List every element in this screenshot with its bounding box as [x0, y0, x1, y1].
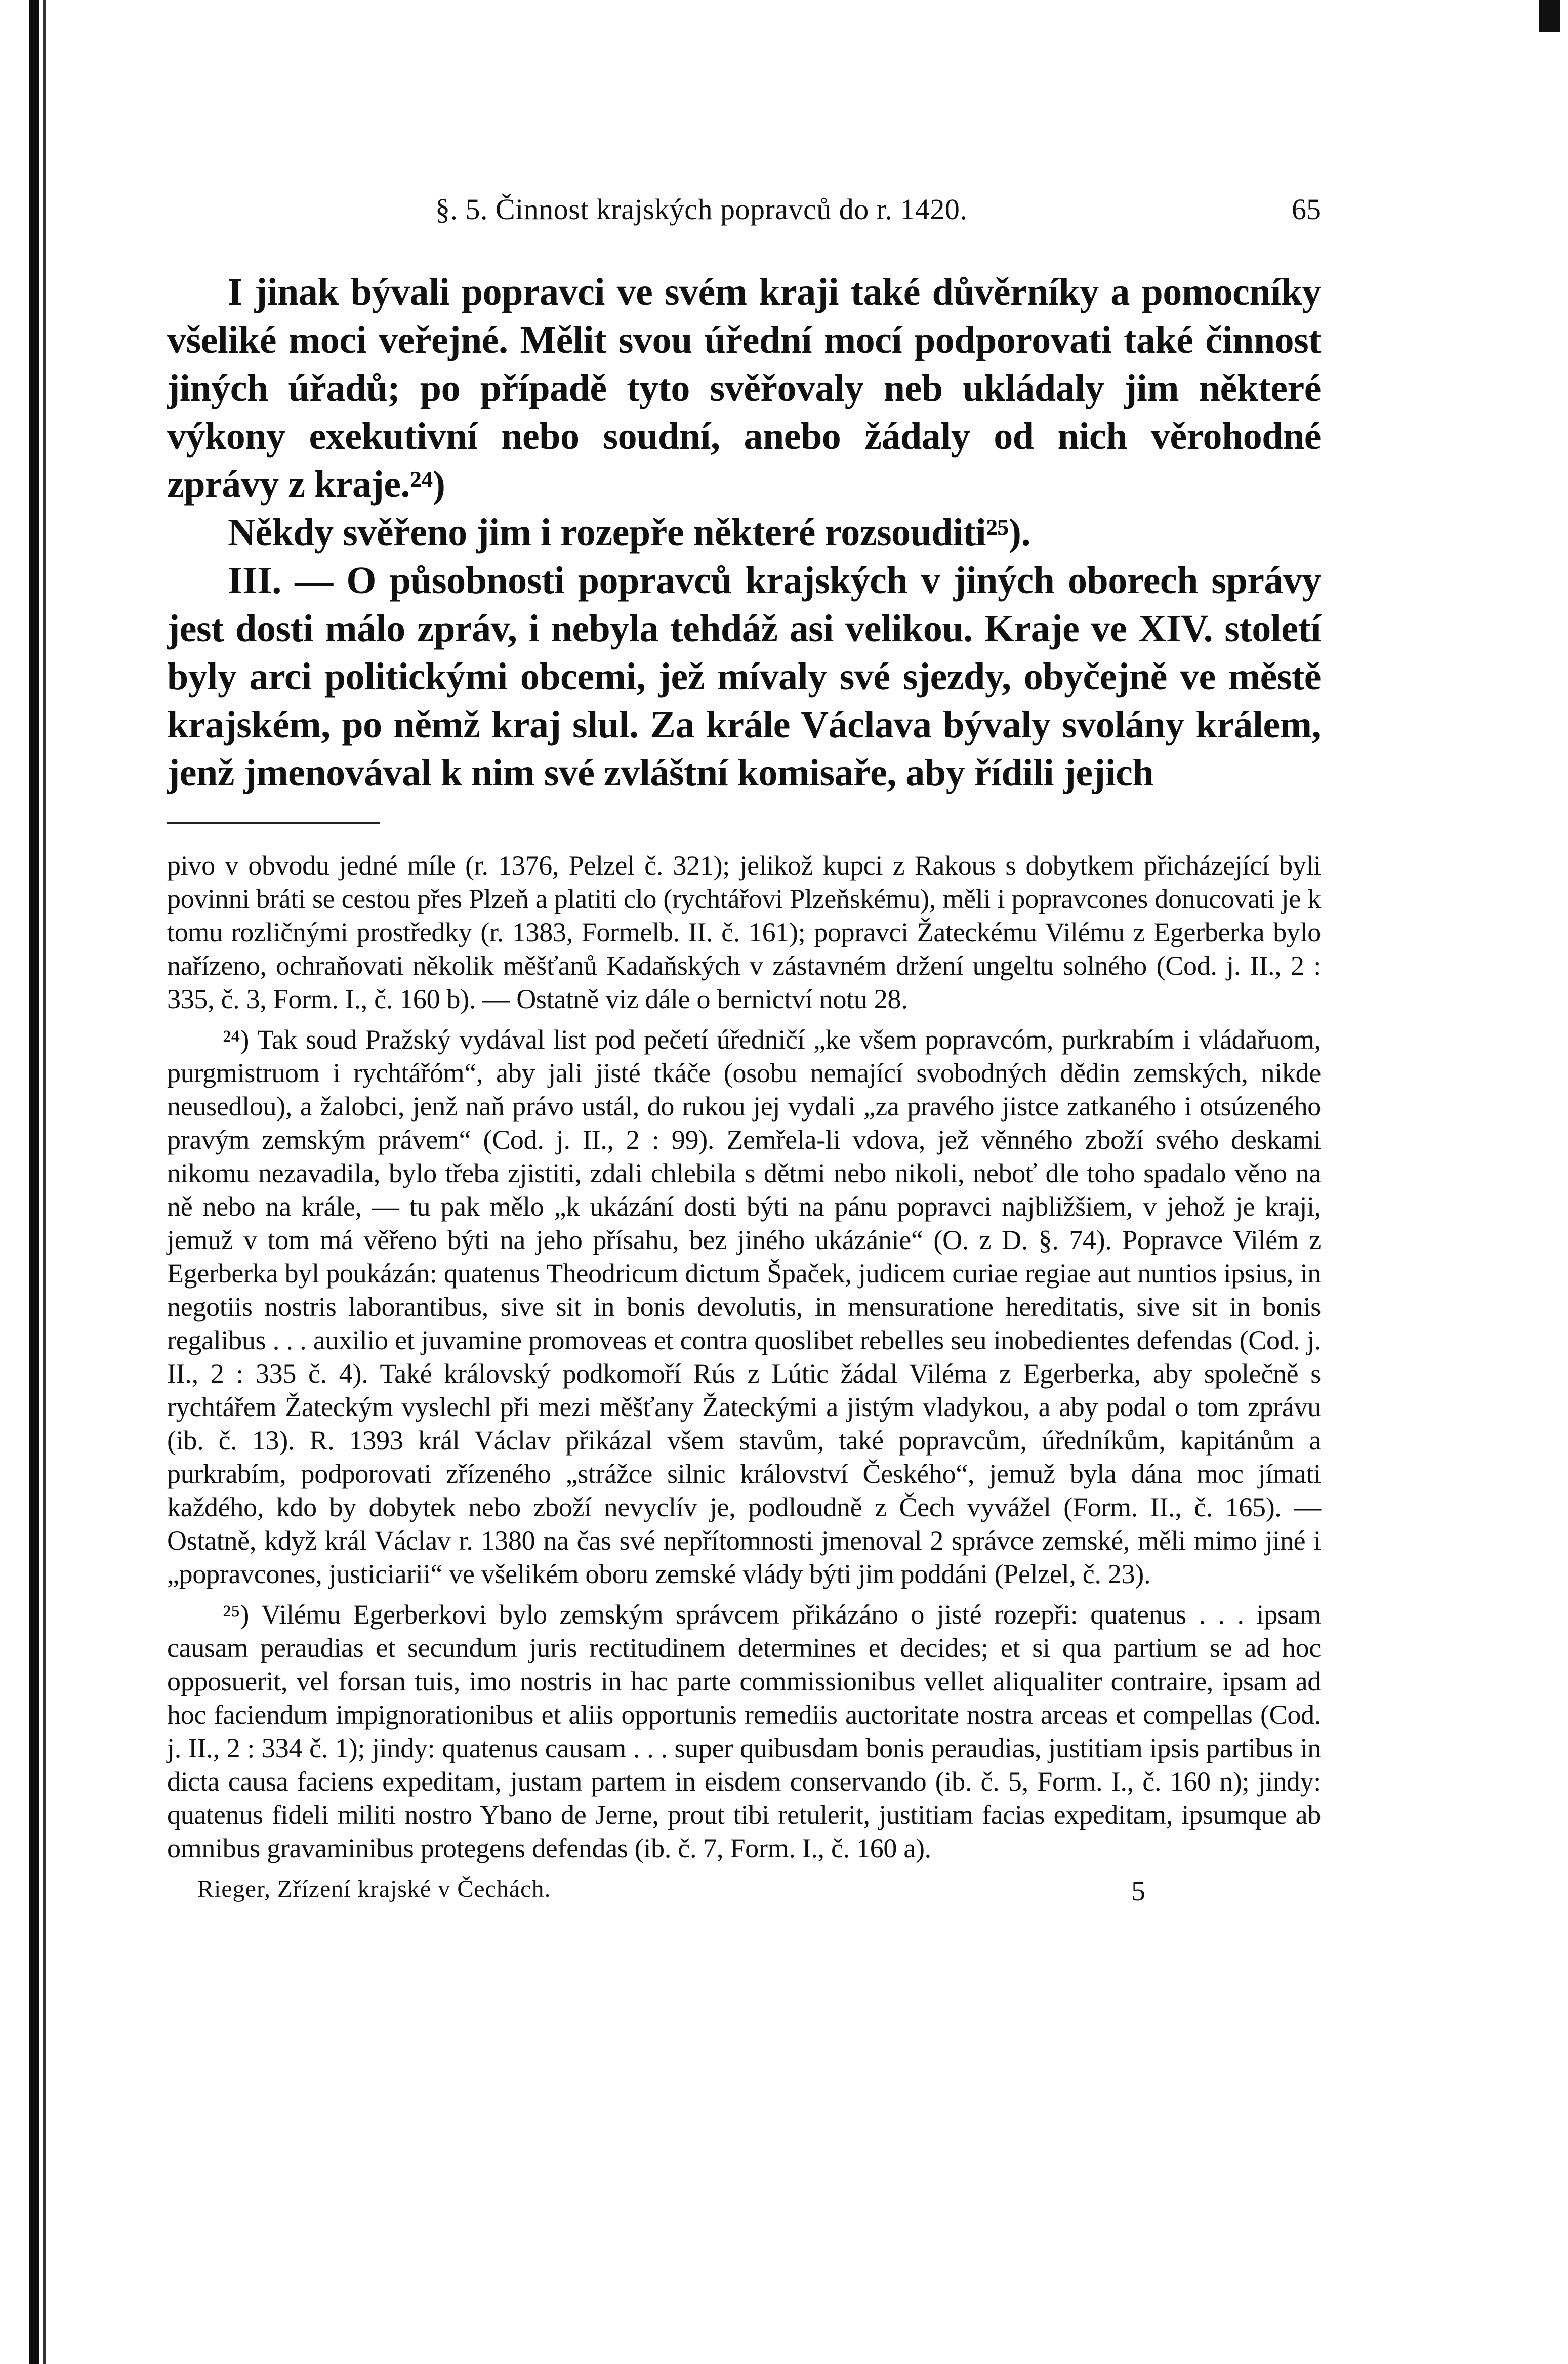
signature-text: Rieger, Zřízení krajské v Čechách.: [197, 1876, 551, 1902]
main-paragraph-1: I jinak bývali popravci ve svém kraji také důvěrníky a pomocníky všeliké moci veřejné. Mělit svou úřední mocí podporovati také činnost jiných úřadů; po případě tyto svěřovaly neb ukládaly jim některé výkony exekutivní nebo soudní, anebo žádaly od nich věrohodné zprávy z kraje.²⁴): [167, 271, 1321, 506]
footnotes: [167, 849, 1321, 1865]
signature-line: [167, 1875, 1321, 1911]
footnote-24: ²⁴) Tak soud Pražský vydával list pod pečetí úředničí „ke všem popravcóm, purkrabím i vládařuom, purgmistruom i rychtářóm“, aby jali jisté tkáče (osobu nemající svobodných dědin zemských, nikde neusedlou), a žalobci, jenž naň právo ustál, do rukou jej vydali „za pravého jistce zatkaného i otsúzeného pravým zemským právem“ (Cod. j. II., 2 : 99). Zemřela-li vdova, jež věnného zboží svého deskami nikomu nezavadila, bylo třeba zjistiti, zdali chlebila s dětmi nebo nikoli, neboť dle toho spadalo věno na ně nebo na krále, — tu pak mělo „k ukázání dosti býti na pánu popravci najbližšiem, v jehož je kraji, jemuž v tom má věřeno býti na jeho přísahu, bez jiného ukázánie“ (O. z D. §. 74). Popravce Vilém z Egerberka byl poukázán: quatenus Theodricum dictum Špaček, judicem curiae regiae aut nuntios ipsius, in negotiis nostris laborantibus, sive sit in bonis devolutis, in mensuratione hereditatis, sive sit in bonis regalibus . . . auxilio et juvamine promoveas et contra quoslibet rebelles seu inobedientes defendas (Cod. j. II., 2 : 335 č. 4). Také královský podkomoří Rús z Lútic žádal Viléma z Egerberka, aby společně s rychtářem Žateckým vyslechl při mezi měšťany Žateckými a jistým vladykou, a aby podal o tom zprávu (ib. č. 13). R. 1393 král Václav přikázal všem stavům, také popravcům, úředníkům, kapitánům a purkrabím, podporovati zřízeného „strážce silnic království Českého“, jemuž byla dána moc jímati každého, kdo by dobytek nebo zboží nevyclív je, podloudně z Čech vyvážel (Form. II., č. 165). — Ostatně, když král Václav r. 1380 na čas své nepřítomnosti jmenoval 2 správce zemské, měli mimo jiné i „popravcones, justiciarii“ ve všelikém oboru zemské vlády býti jim poddáni (Pelzel, č. 23).: [167, 1024, 1321, 1589]
scan-corner-mark: [1539, 0, 1560, 32]
footnote-rule: [167, 822, 380, 824]
footnote-25: ²⁵) Vilému Egerberkovi bylo zemským správcem přikázáno o jisté rozepři: quatenus . . . ipsam causam peraudias et secundum juris rectitudinem determines et decides; et si qua partium se ad hoc opposuerit, vel forsan tuis, imo nostris in hac parte commissionibus vellet aliqualiter contraire, ipsam ad hoc faciendum impignorationibus et aliis opportunis remediis auctoritate nostra arceas et compellas (Cod. j. II., 2 : 334 č. 1); jindy: quatenus causam . . . super quibusdam bonis peraudias, justitiam ipsis partibus in dicta causa faciens expeditam, justam partem in eisdem conservando (ib. č. 5, Form. I., č. 160 n); jindy: quatenus fideli militi nostro Ybano de Jerne, prout tibi retulerit, justitiam facias expeditam, ipsumque ab omnibus gravaminibus protegens defendas (ib. č. 7, Form. I., č. 160 a).: [167, 1599, 1321, 1863]
main-text: [167, 268, 1321, 797]
scan-page-edge: [29, 0, 39, 2364]
main-paragraph-3: III. — O působnosti popravců krajských v jiných oborech správy jest dosti málo zpráv, i nebyla tehdáž asi velikou. Kraje ve XIV. století byly arci politickými obcemi, jež mívaly své sjezdy, obyčejně ve městě krajském, po němž kraj slul. Za krále Václava bývaly svolány králem, jenž jmenovával k nim své zvláštní komisaře, aby řídili jejich: [167, 559, 1321, 794]
running-head: [167, 192, 1321, 248]
signature-number: 5: [1131, 1876, 1145, 1907]
book-page: [167, 192, 1321, 1911]
scan-page-edge-inner: [43, 0, 46, 2364]
footnote-continuation: pivo v obvodu jedné míle (r. 1376, Pelzel č. 321); jelikož kupci z Rakous s dobytkem přicházející byli povinni bráti se cestou přes Plzeň a platiti clo (rychtářovi Plzeňskému), měli i popravcones donucovati je k tomu rozličnými prostředky (r. 1383, Formelb. II. č. 161); popravci Žateckému Vilému z Egerberka bylo nařízeno, ochraňovati několik měšťanů Kadaňských v zástavném držení ungeltu solného (Cod. j. II., 2 : 335, č. 3, Form. I., č. 160 b). — Ostatně viz dále o bernictví notu 28.: [167, 850, 1321, 1014]
main-paragraph-2: Někdy svěřeno jim i rozepře některé rozsouditi²⁵).: [228, 511, 1030, 554]
page-number: 65: [1292, 193, 1321, 226]
running-head-title: §. 5. Činnost krajských popravců do r. 1420.: [435, 193, 968, 226]
